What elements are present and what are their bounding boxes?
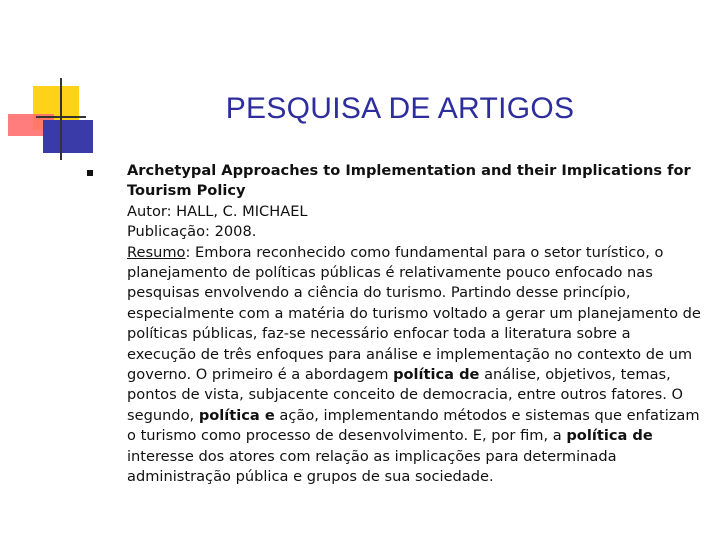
decoration-blue-square [43, 120, 93, 153]
summary-text-2: análise, objetivos, temas, pontos de vista, subjacente conceito de democracia, entre outros fatores. O segundo, [127, 366, 683, 424]
article-author: Autor: HALL, C. MICHAEL [127, 202, 308, 220]
bullet-square-icon [87, 170, 93, 176]
article-title: Archetypal Approaches to Implementation and their Implications for Tourism Policy [127, 162, 691, 200]
summary-text-4: interesse dos atores com relação as implicações para determinada administração pública e grupos de sua sociedade. [127, 447, 617, 486]
summary-text-3: ação, implementando métodos e sistemas que enfatizam o turismo como processo de desenvolvimento. E, por fim, a [127, 406, 700, 445]
summary-text-1: : Embora reconhecido como fundamental para o setor turístico, o planejamento de políticas públicas é relativamente pouco enfocado nas pesquisas envolvendo a ciência do turismo. Partindo desse princípio, especialmente com a matéria do turismo voltado a gerar um planejamento de políticas públicas, faz-se necessário enfocar toda a literatura sobre a execução de três enfoques para análise e implementação no contexto de um governo. O primeiro é a abordagem [127, 243, 701, 384]
summary-label: Resumo [127, 243, 186, 261]
decoration-vertical-line [60, 78, 62, 160]
summary-emphasis-2: política e [198, 406, 275, 424]
article-summary [127, 243, 702, 488]
decoration-horizontal-line [36, 116, 86, 118]
article-publication: Publicação: 2008. [127, 223, 257, 241]
summary-emphasis-1: política de [393, 366, 480, 384]
slide-title: PESQUISA DE ARTIGOS [225, 92, 575, 125]
summary-emphasis-3: política de [566, 427, 653, 445]
article-entry [127, 161, 702, 488]
